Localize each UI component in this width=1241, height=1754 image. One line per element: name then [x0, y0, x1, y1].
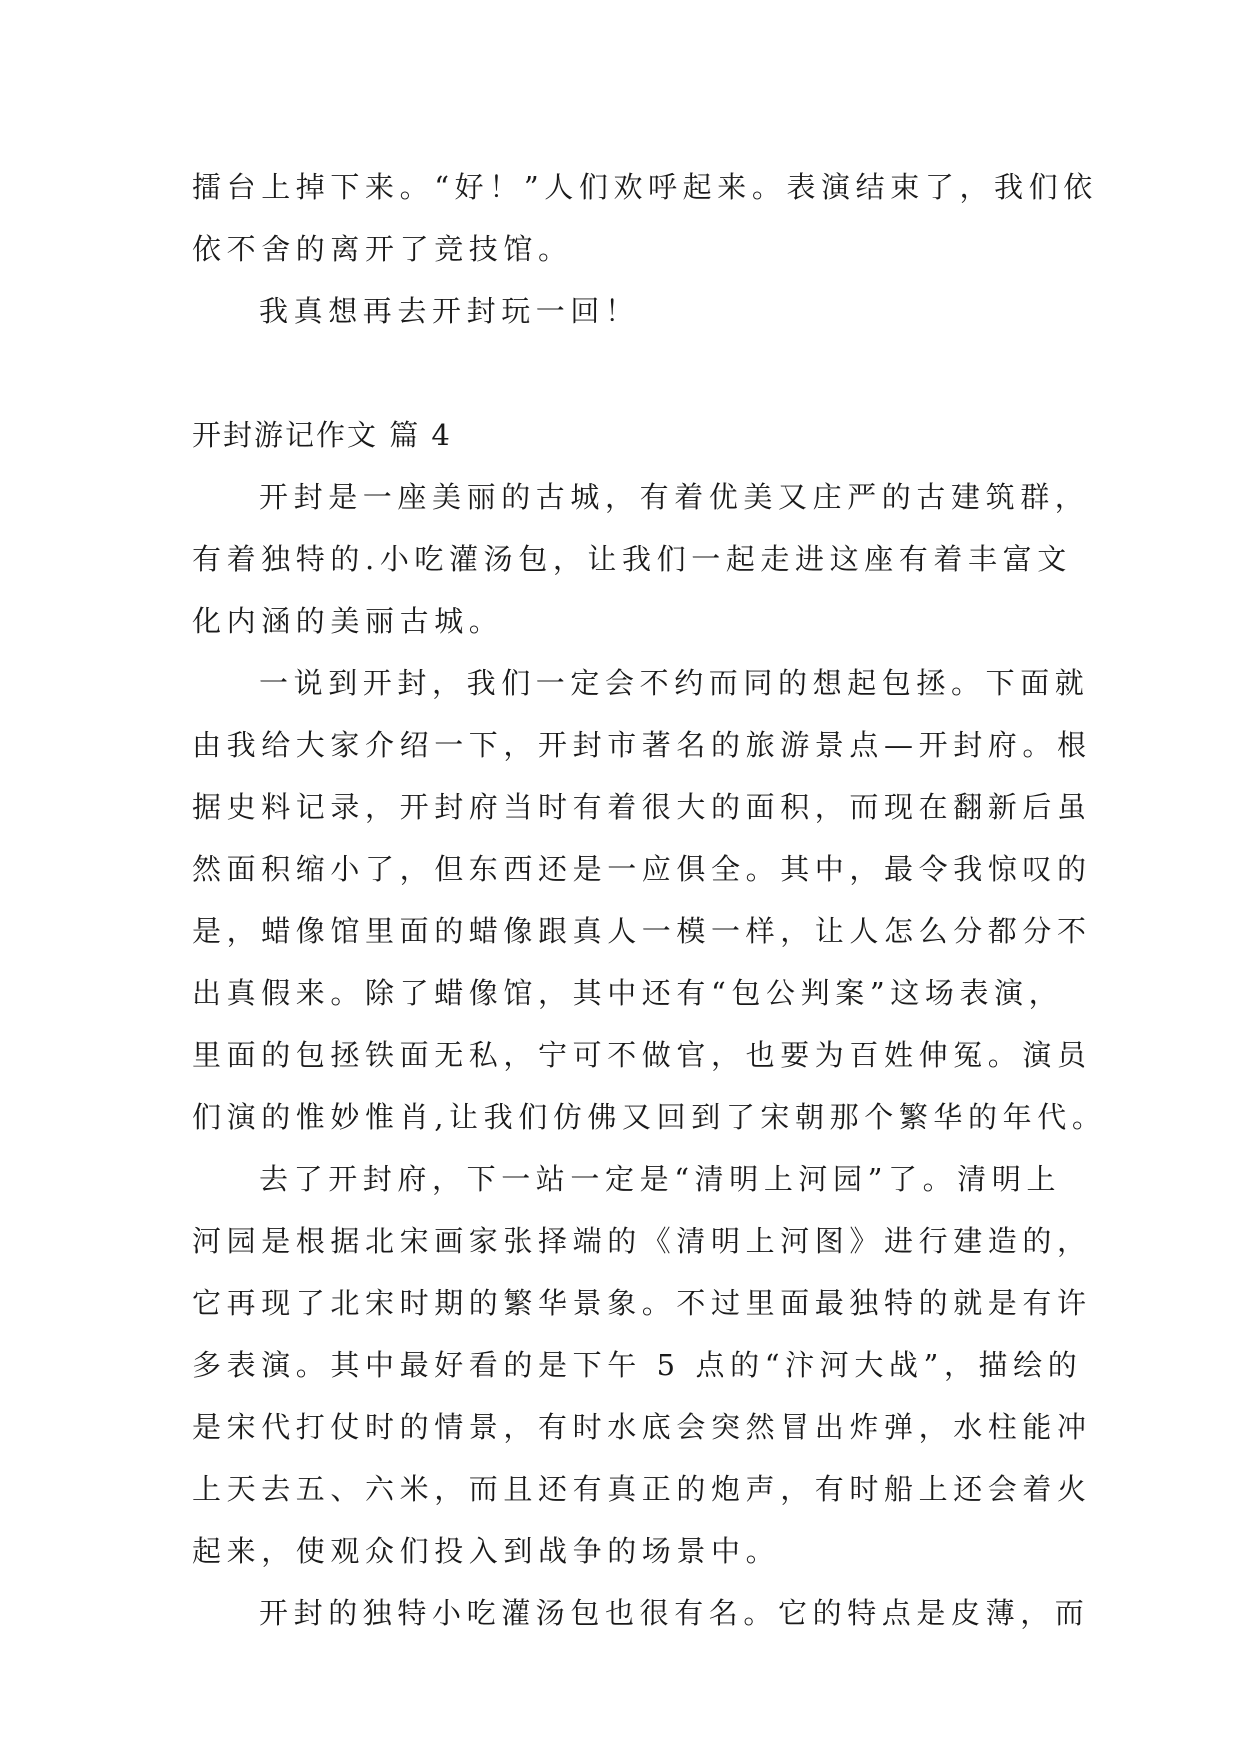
paragraph-2-line: 一说到开封，我们一定会不约而同的想起包拯。下面就 — [259, 666, 1090, 700]
paragraph-2-line: 出真假来。除了蜡像馆，其中还有“包公判案”这场表演， — [192, 976, 1064, 1010]
paragraph-2-line: 据史料记录，开封府当时有着很大的面积，而现在翻新后虽 — [192, 790, 1092, 824]
paragraph-2-line: 然面积缩小了，但东西还是一应俱全。其中，最令我惊叹的 — [192, 852, 1092, 886]
paragraph-3-line: 上天去五、六米，而且还有真正的炮声，有时船上还会着火 — [192, 1472, 1092, 1506]
paragraph-2-line: 由我给大家介绍一下，开封市著名的旅游景点—开封府。根 — [192, 728, 1092, 762]
paragraph-3-line: 是宋代打仗时的情景，有时水底会突然冒出炸弹，水柱能冲 — [192, 1410, 1092, 1444]
paragraph-2-line: 们演的惟妙惟肖,让我们仿佛又回到了宋朝那个繁华的年代。 — [192, 1100, 1107, 1134]
text-line: 擂台上掉下来。“好！”人们欢呼起来。表演结束了，我们依 — [192, 170, 1098, 204]
paragraph-4-line: 开封的独特小吃灌汤包也很有名。它的特点是皮薄，而 — [259, 1596, 1090, 1630]
paragraph-1-line: 开封是一座美丽的古城，有着优美又庄严的古建筑群， — [259, 480, 1090, 514]
paragraph-3-line: 起来，使观众们投入到战争的场景中。 — [192, 1534, 781, 1568]
paragraph-3-line: 多表演。其中最好看的是下午 5 点的“汴河大战”，描绘的 — [192, 1348, 1083, 1382]
paragraph-1-line: 有着独特的.小吃灌汤包，让我们一起走进这座有着丰富文 — [192, 542, 1072, 576]
closing-line: 我真想再去开封玩一回！ — [259, 294, 640, 328]
text-line: 依不舍的离开了竞技馆。 — [192, 232, 573, 266]
paragraph-1-line: 化内涵的美丽古城。 — [192, 604, 504, 638]
document-body — [192, 156, 1107, 1644]
paragraph-3-line: 去了开封府，下一站一定是“清明上河园”了。清明上 — [259, 1162, 1062, 1196]
essay-title: 开封游记作文 篇 4 — [192, 418, 452, 452]
paragraph-3-line: 河园是根据北宋画家张择端的《清明上河图》进行建造的， — [192, 1224, 1092, 1258]
section-gap — [192, 342, 1054, 404]
paragraph-3-line: 它再现了北宋时期的繁华景象。不过里面最独特的就是有许 — [192, 1286, 1092, 1320]
paragraph-2-line: 里面的包拯铁面无私，宁可不做官，也要为百姓伸冤。演员 — [192, 1038, 1092, 1072]
paragraph-2-line: 是，蜡像馆里面的蜡像跟真人一模一样，让人怎么分都分不 — [192, 914, 1092, 948]
